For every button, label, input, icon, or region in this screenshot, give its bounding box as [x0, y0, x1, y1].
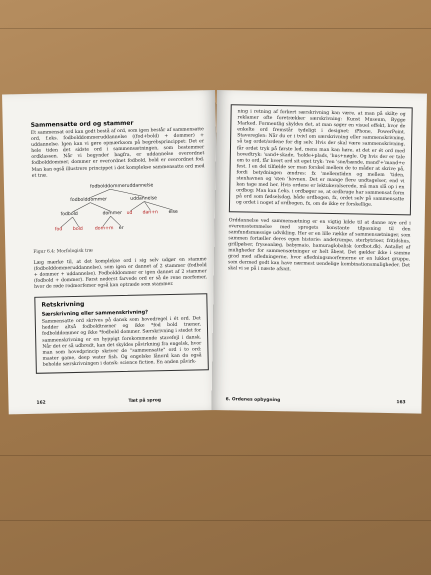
box-continued-text: ning i retning af forkert særskrivning kan være, at man på skilte og reklamer ofte foretrækker særskrivning: Kunst Museum, Bygge Marked. Formentlig skyldes det, at man søger en visuel effekt, hvor de enkelte ord fremstår tydeligt i designet: iPhone, PowerPoint. Stavereglen: Når du er i tvivl om særskrivning eller sammenskrivning, så tag ordet/ordene for dig selv. Hvis der skal være sammenskrivning, får ordet tryk på første led, mens man kan høre, at det er ét ord med hovedtryk: 'sand+skade, 'holde+plads, 'hus+nøgle. Og hvis der er tale om to ord, får hvert ord sit eget tryk: 'ren 'sne/hænde, mand'+'mand+e fest. I en del tilfælde ser man forskel mellem de to måder at skrive på, fordi betydningen ændres: fx 'mellemtiden og mellem 'tiden, stenhavnen og 'sten 'havnen. Det er mange flere undtagelser, end vi kan tage med her. Hvis ordene er lektukeralserede, må man slå op i en ordbog: Man kan f.eks. i ordbøger se, at ordbruge har sammensat form på ord som fødselsdag, både ordbogen, fx, ordet selv på sammensatte og ordet i noget af ordbogen, fx, om de ikke er forskellige. [235, 109, 406, 209]
intro-paragraph: Et sammensat ord kan godt bestå af ord, som igen består af sammensatte ord, f.eks. fodbolddommeruddannelse ((fod+bold) + dommer) + uddannelse. Igen kan vi gøre opmærksom på begrebsprincippet: Det er hele tiden det sidste ord i sammensætningen, som bestemmer ordklassen. Når vi begynder bagfra, er uddannelse overordnet fodbolddommer, dommer er overordnet fodbold, bold er overordnet fod. Man kan også illustrere princippet i det komplekse sammensatte ord med et træ. [30, 127, 205, 179]
tree-node-fodbolddommer: fodbolddommer [70, 197, 107, 203]
retskrivning-box-continued [229, 104, 413, 215]
tree-node-else: else [168, 209, 178, 215]
tree-node-dann: dan+n [142, 209, 159, 216]
left-running-title: Tæt på sprog [128, 398, 162, 404]
tree-node-ud: ud [126, 210, 133, 216]
tree-node-dommer: dommer [102, 210, 123, 217]
figure-caption: Figur 6.4: Morfologisk træ [33, 248, 93, 255]
box-title: Retskrivning [41, 301, 85, 309]
right-body-paragraph: Orddannelse ved sammensætning er en vigtig kilde til at danne nye ord i overensstemmelse med sprogets konstante tilpasning til den samfundsmæssige udvikling. Her er en lille række af sammensætninger, som sammen fortæller deres egen historie: andetrumpe, sterbytrioer, fritidshus, grillpølser, fryseanlæg, babymaio, hamuraglobalisk (ordbot.dk). Antallet af muligheder for sammensætninger er helt åbent. Det gælder ikke i samme grad med afledningerne, hvor afledningsmorfemerne er en lukket gruppe, som dermed godt kan have nærmest uendelige kombinationsmuligheder. Det skal vi se på i næste afsnit. [227, 217, 411, 273]
tree-root: fodbolddommeruddannelse [89, 183, 154, 190]
box-body: Sammensatte ord skrives på dansk som hovedregel i ét ord. Det hedder altså fodboldtræner og ikke *fod bold træner, fodbolddommer og ikke *fodbold dommer. Særskrivning i stedet for sammenskrivning er en hyppigt forekommende stavefejl i dansk. Når det er så udbredt, kan det skyldes påvirkning fra engelsk, hvor man som hovedprincip skriver de "sammensatte" ord i to ord: master game, deep water fish. Og engelske lånord kan da også beholde særskrivningen i dansk: science fiction. En anden påvirk- [41, 316, 202, 368]
retskrivning-box [34, 293, 209, 373]
right-page [211, 90, 427, 414]
left-page-number: 162 [36, 400, 46, 406]
left-page [2, 90, 222, 414]
open-book [2, 90, 429, 410]
right-page-number: 163 [396, 400, 406, 406]
tree-node-er: er [118, 225, 124, 231]
after-tree-paragraph: Læg mærke til, at det komplekse ord i sig selv udgør en stamme (fodbolddommeruddannelse), som igen er dannet af 2 stammer (fodbold + dommer + uddannelse). Fodbolddommer er igen dannet af 2 stammer (fodbold + dommer). Først nederst farvede ord er så de rene morfemer, hvor de røde rodmorfemer også kan optræde som stammer. [33, 256, 207, 290]
morphological-tree [32, 182, 206, 248]
tree-node-domm: dom+m [94, 225, 114, 232]
box-subtitle: Særskrivning eller sammenskrivning? [41, 309, 149, 318]
tree-node-fodbold: fodbold [60, 211, 78, 218]
right-running-title: 6. Ordenes opbygning [225, 397, 281, 404]
tree-node-uddannelse: uddannelse [130, 195, 158, 202]
tree-node-bold: bold [72, 226, 83, 232]
section-heading: Sammensatte ord og stammer [30, 119, 134, 129]
tree-node-fod: fod [54, 226, 63, 233]
